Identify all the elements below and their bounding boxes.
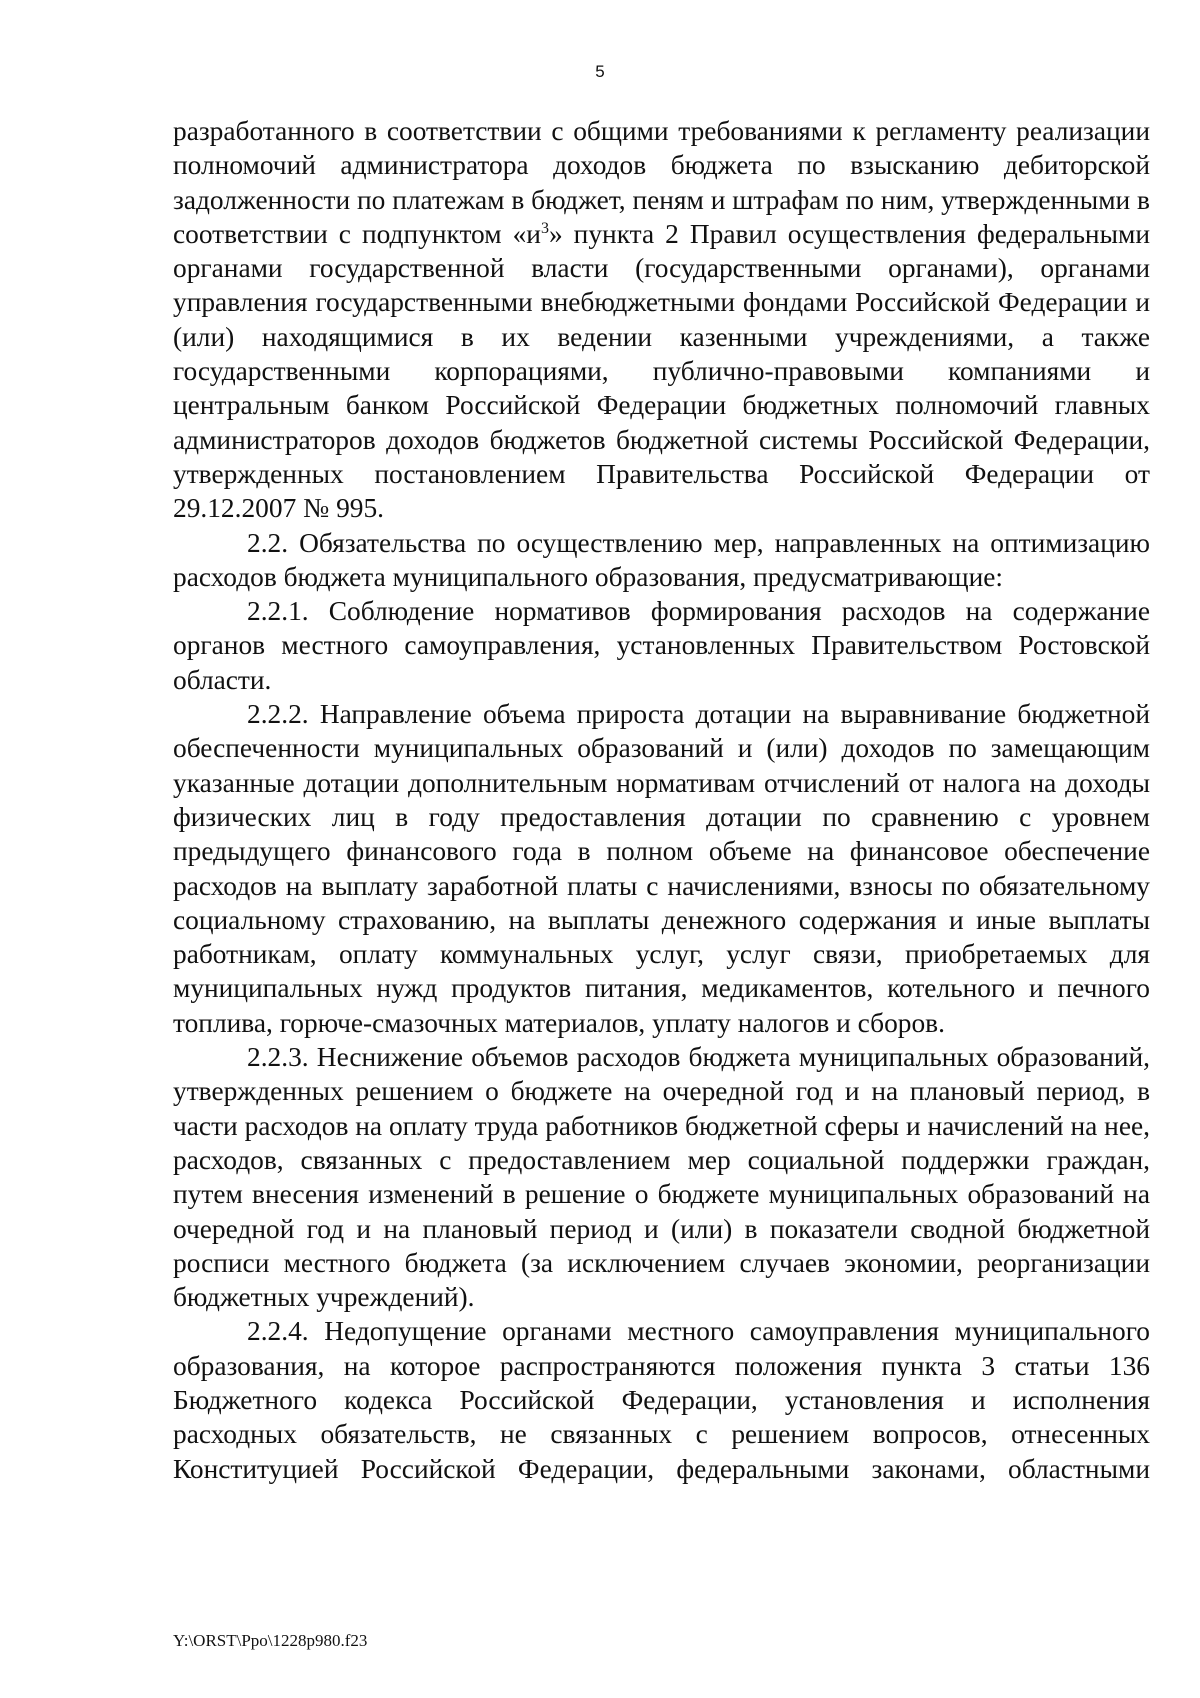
document-body <box>173 114 1150 1486</box>
paragraph-text: » пункта 2 Правил осуществления федеральными органами государственной власти (государственными органами), органами управления государственными внебюджетными фондами Российской Федерации и (или) находящимися в их ведении казенными учреждениями, а также государственными корпорациями, публично-правовыми компаниями и центральным банком Российской Федерации бюджетных полномочий главных администраторов доходов бюджетов бюджетной системы Российской Федерации, утвержденных постановлением Правительства Российской Федерации от 29.12.2007 № 995. <box>173 218 1150 524</box>
paragraph-2-2-2: 2.2.2. Направление объема прироста дотации на выравнивание бюджетной обеспеченности муниципальных образований и (или) доходов по замещающим указанные дотации дополнительным нормативам отчислений от налога на доходы физических лиц в году предоставления дотации по сравнению с уровнем предыдущего финансового года в полном объеме на финансовое обеспечение расходов на выплату заработной платы с начислениями, взносы по обязательному социальному страхованию, на выплаты денежного содержания и иные выплаты работникам, оплату коммунальных услуг, услуг связи, приобретаемых для муниципальных нужд продуктов питания, медикаментов, котельного и печного топлива, горюче-смазочных материалов, уплату налогов и сборов. <box>173 699 1150 1038</box>
paragraph-2-2-1: 2.2.1. Соблюдение нормативов формирования расходов на содержание органов местного самоуправления, установленных Правительством Ростовской области. <box>173 596 1150 695</box>
superscript: 3 <box>540 219 549 237</box>
paragraph-2-2-3: 2.2.3. Неснижение объемов расходов бюджета муниципальных образований, утвержденных решением о бюджете на очередной год и на плановый период, в части расходов на оплату труда работников бюджетной сферы и начислений на нее, расходов, связанных с предоставлением мер социальной поддержки граждан, путем внесения изменений в решение о бюджете муниципальных образований на очередной год и на плановый период и (или) в показатели сводной бюджетной росписи местного бюджета (за исключением случаев экономии, реорганизации бюджетных учреждений). <box>173 1042 1150 1313</box>
footer-file-path: Y:\ORST\Ppo\1228p980.f23 <box>173 1631 368 1650</box>
paragraph-2-2: 2.2. Обязательства по осуществлению мер, направленных на оптимизацию расходов бюджета муниципального образования, предусматривающие: <box>173 527 1150 592</box>
paragraph-2-2-4: 2.2.4. Недопущение органами местного самоуправления муниципального образования, на которое распространяются положения пункта 3 статьи 136 Бюджетного кодекса Российской Федерации, установления и исполнения расходных обязательств, не связанных с решением вопросов, отнесенных Конституцией Российской Федерации, федеральными законами, областными <box>173 1316 1150 1484</box>
page-number: 5 <box>595 62 605 81</box>
paragraph-text: разработанного в соответствии с общими требованиями к регламенту реализации полномочий администратора доходов бюджета по взысканию дебиторской задолженности по платежам в бюджет, пеням и штрафам по ним, утвержденными в соответствии с подпунктом «и <box>173 116 1150 249</box>
paragraph-continuation <box>173 114 1150 526</box>
